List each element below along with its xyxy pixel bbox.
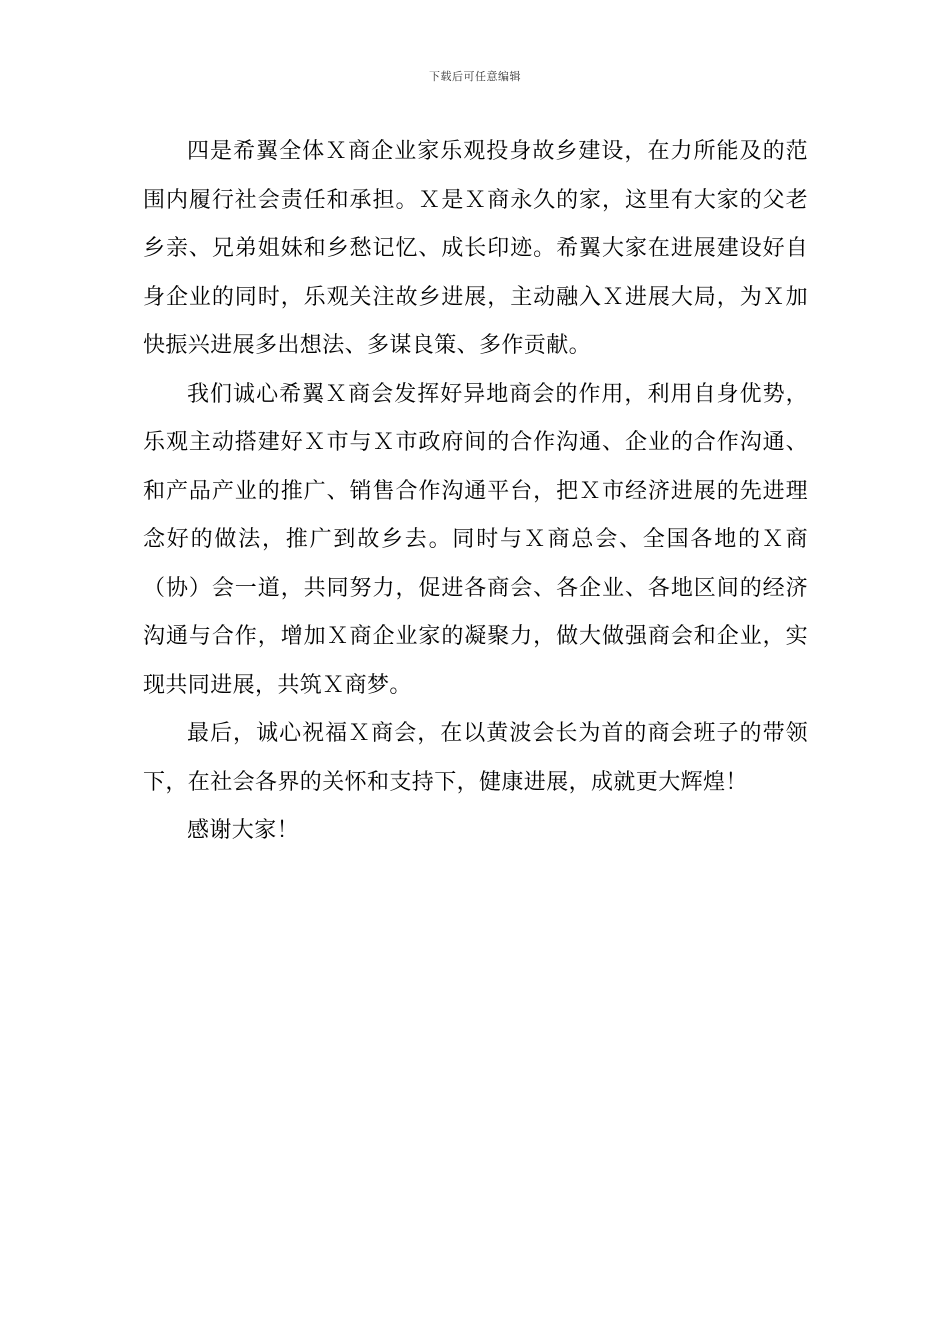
page-header: 下载后可任意编辑 — [429, 70, 521, 83]
document-body — [143, 128, 808, 856]
paragraph-thanks: 感谢大家！ — [187, 818, 300, 843]
paragraph-chamber-role: 我们诚心希翼Ｘ商会发挥好异地商会的作用，利用自身优势，乐观主动搭建好Ｘ市与Ｘ市政府间的合作沟通、企业的合作沟通、和产品产业的推广、销售合作沟通平台，把Ｘ市经济进展的先进理念好的做法，推广到故乡去。同时与Ｘ商总会、全国各地的Ｘ商（协）会一道，共同努力，促进各商会、各企业、各地区间的经济沟通与合作，增加Ｘ商企业家的凝聚力，做大做强商会和企业，实现共同进展，共筑Ｘ商梦。 — [143, 381, 808, 698]
paragraph-blessing: 最后，诚心祝福Ｘ商会，在以黄波会长为首的商会班子的带领下，在社会各界的关怀和支持下，健康进展，成就更大辉煌！ — [143, 721, 808, 795]
paragraph-hometown-construction: 四是希翼全体Ｘ商企业家乐观投身故乡建设，在力所能及的范围内履行社会责任和承担。Ｘ是Ｘ商永久的家，这里有大家的父老乡亲、兄弟姐妹和乡愁记忆、成长印迹。希翼大家在进展建设好自身企业的同时，乐观关注故乡进展，主动融入Ｘ进展大局，为Ｘ加快振兴进展多出想法、多谋良策、多作贡献。 — [143, 139, 808, 358]
